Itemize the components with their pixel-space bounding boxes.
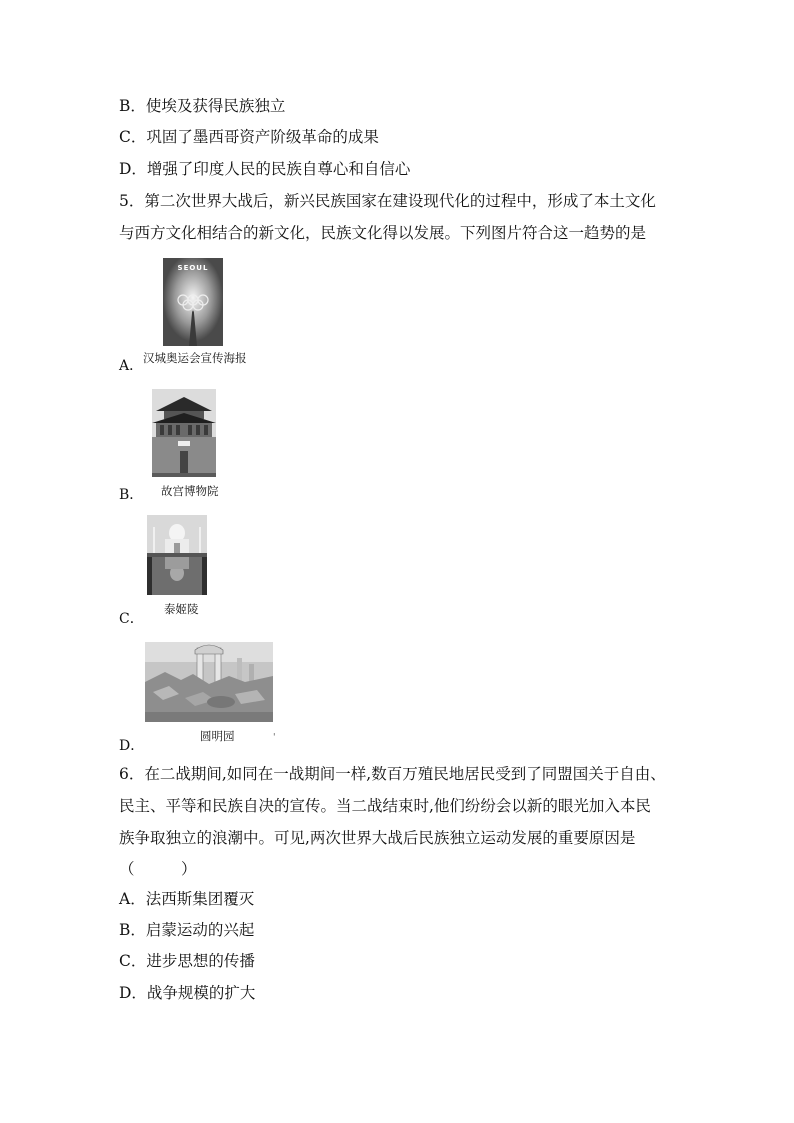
q5-stem-line1: 5．第二次世界大战后，新兴民族国家在建设现代化的过程中，形成了本土文化	[119, 192, 656, 210]
q4-option-d: D．增强了印度人民的民族自尊心和自信心	[119, 160, 411, 178]
q4-option-b: B．使埃及获得民族独立	[119, 97, 286, 115]
q6-stem-line2: 民主、平等和民族自决的宣传。当二战结束时,他们纷纷会以新的眼光加入本民	[119, 797, 651, 815]
q5-stem-line2: 与西方文化相结合的新文化，民族文化得以发展。下列图片符合这一趋势的是	[119, 224, 647, 242]
option-a-caption: 汉城奥运会宣传海报	[143, 351, 247, 365]
option-b-caption: 故宫博物院	[161, 484, 219, 498]
taj-mahal-image	[147, 515, 207, 595]
q6-option-b: B．启蒙运动的兴起	[119, 921, 255, 939]
q6-stem-line3: 族争取独立的浪潮中。可见,两次世界大战后民族独立运动发展的重要原因是	[119, 829, 636, 847]
q4-option-c: C．巩固了墨西哥资产阶级革命的成果	[119, 128, 379, 146]
option-b-letter: B．	[119, 487, 144, 503]
stray-mark: '	[273, 733, 276, 743]
q6-answer-blank: （ ）	[119, 860, 197, 878]
option-a-letter: A．	[119, 358, 144, 374]
palace-museum-image	[152, 389, 216, 477]
q6-option-c: C．进步思想的传播	[119, 952, 255, 970]
poster-title: SEOUL	[177, 264, 209, 272]
q6-stem-line1: 6．在二战期间,如同在一战期间一样,数百万殖民地居民受到了同盟国关于自由、	[119, 765, 666, 783]
option-c-letter: C．	[119, 611, 144, 627]
q6-option-a: A．法西斯集团覆灭	[119, 890, 255, 908]
seoul-olympics-poster-image	[163, 258, 223, 346]
option-c-caption: 泰姬陵	[164, 602, 199, 616]
q6-option-d: D．战争规模的扩大	[119, 984, 256, 1002]
yuanmingyuan-ruins-image	[145, 642, 273, 722]
option-d-caption: 圆明园	[200, 729, 235, 743]
option-d-letter: D．	[119, 738, 145, 754]
